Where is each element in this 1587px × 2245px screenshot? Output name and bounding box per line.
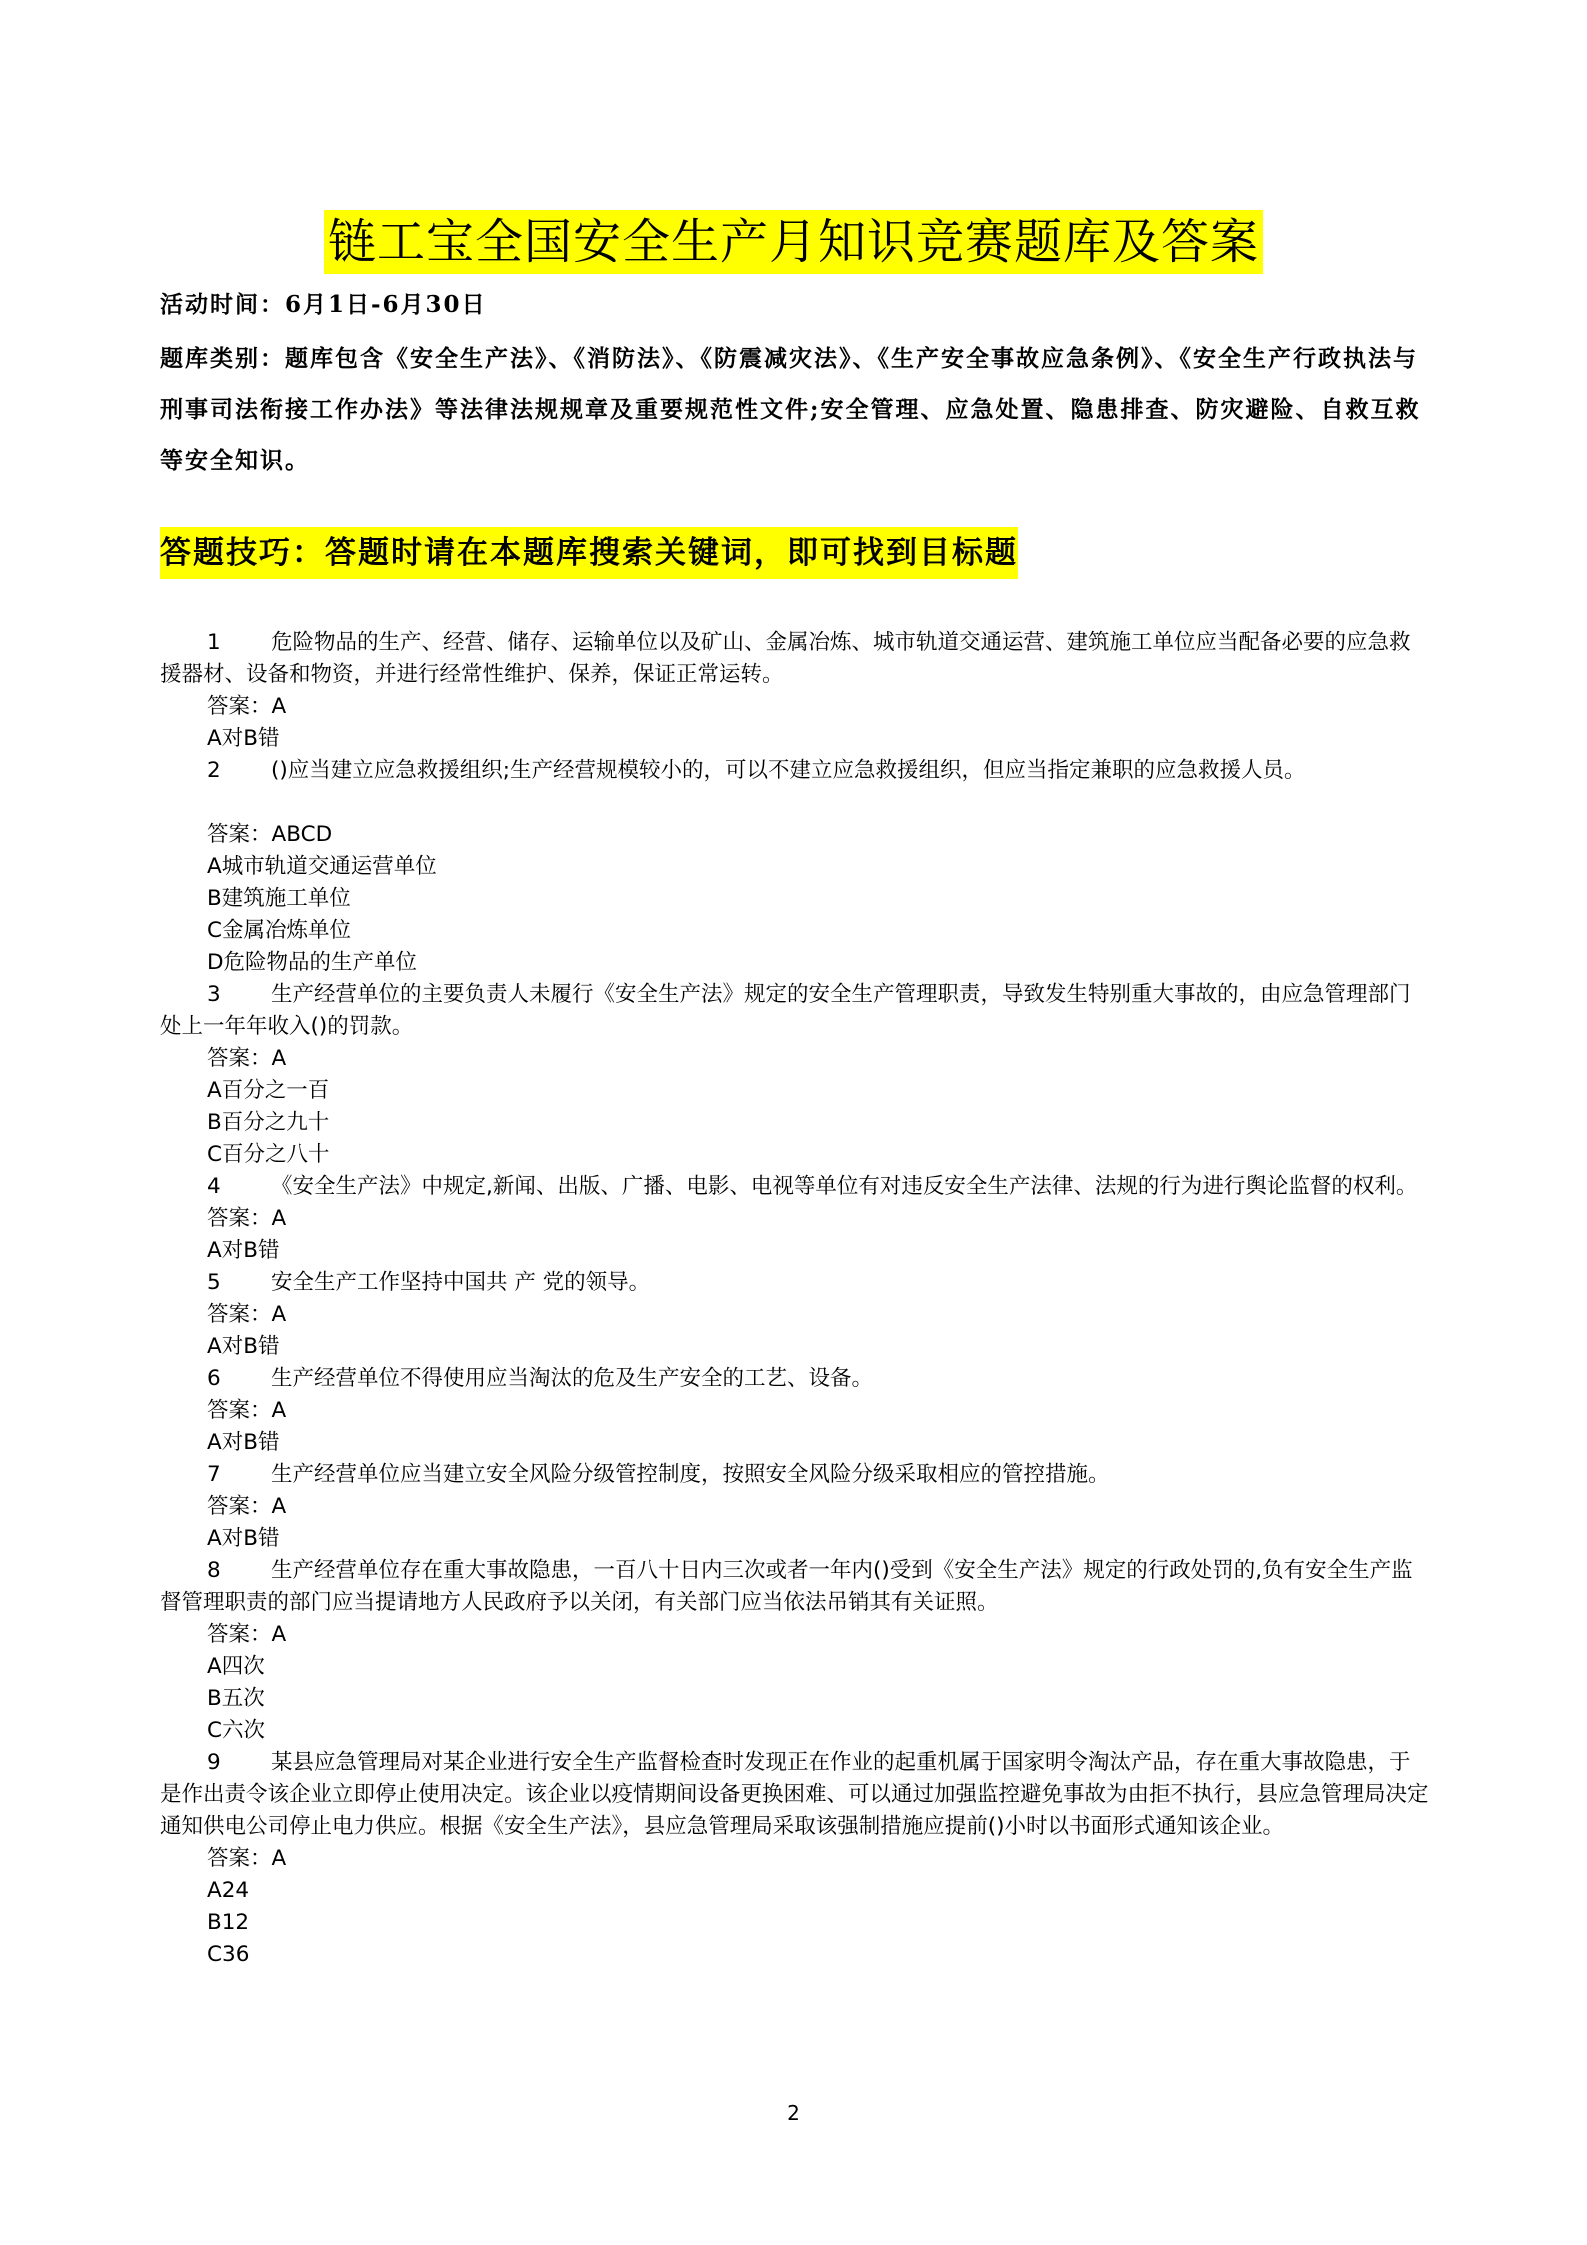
question-item xyxy=(160,1171,1430,1267)
answer-option: A对B错 xyxy=(207,1238,280,1263)
question-answer: 答案：A xyxy=(207,1206,287,1231)
question-bank-category: 题库类别：题库包含《安全生产法》、《消防法》、《防震减灾法》、《生产安全事故应急条例》、《安全生产行政执法与刑事司法衔接工作办法》等法律法规规章及重要规范性文件;安全管理、应急处置、隐患排查、防灾避险、自救互救等安全知识。 xyxy=(160,345,1421,474)
question-list xyxy=(160,627,1430,1971)
answering-tip: 答题技巧：答题时请在本题库搜索关键词，即可找到目标题 xyxy=(160,527,1018,579)
page-number: 2 xyxy=(787,2101,800,2125)
question-item xyxy=(160,1555,1430,1747)
question-body: 生产经营单位的主要负责人未履行《安全生产法》规定的安全生产管理职责，导致发生特别重大事故的，由应急管理部门处上一年年收入()的罚款。 xyxy=(160,982,1411,1039)
question-item xyxy=(160,1747,1430,1971)
question-number: 7 xyxy=(207,1462,221,1487)
question-text xyxy=(160,1747,1430,1843)
question-body: ()应当建立应急救援组织;生产经营规模较小的，可以不建立应急救援组织，但应当指定兼职的应急救援人员。 xyxy=(271,758,1306,783)
question-number: 9 xyxy=(207,1750,221,1775)
question-number: 1 xyxy=(207,630,221,655)
answer-option: A城市轨道交通运营单位 xyxy=(207,854,437,879)
answer-option: A对B错 xyxy=(207,1334,280,1359)
answer-option: B五次 xyxy=(207,1686,265,1711)
question-answer: 答案：ABCD xyxy=(207,822,333,847)
question-body: 生产经营单位应当建立安全风险分级管控制度，按照安全风险分级采取相应的管控措施。 xyxy=(271,1462,1110,1487)
answer-option: A24 xyxy=(207,1878,250,1903)
question-number: 5 xyxy=(207,1270,221,1295)
question-answer: 答案：A xyxy=(207,694,287,719)
question-number: 3 xyxy=(207,982,221,1007)
question-answer: 答案：A xyxy=(207,1494,287,1519)
question-text xyxy=(160,1555,1430,1619)
blank-line xyxy=(160,787,1430,819)
question-item xyxy=(160,1267,1430,1363)
question-answer: 答案：A xyxy=(207,1846,287,1871)
question-text xyxy=(160,627,1430,691)
answer-option: C六次 xyxy=(207,1718,266,1743)
tip-container xyxy=(160,527,1018,579)
question-body: 危险物品的生产、经营、储存、运输单位以及矿山、金属冶炼、城市轨道交通运营、建筑施工单位应当配备必要的应急救援器材、设备和物资，并进行经常性维护、保养，保证正常运转。 xyxy=(160,630,1411,687)
answer-option: C百分之八十 xyxy=(207,1142,330,1167)
question-text xyxy=(160,1267,1430,1299)
answer-option: B建筑施工单位 xyxy=(207,886,351,911)
answer-option: D危险物品的生产单位 xyxy=(207,950,418,975)
question-text xyxy=(160,1171,1430,1203)
question-body: 《安全生产法》中规定,新闻、出版、广播、电影、电视等单位有对违反安全生产法律、法规的行为进行舆论监督的权利。 xyxy=(271,1174,1418,1199)
question-text xyxy=(160,1363,1430,1395)
question-answer: 答案：A xyxy=(207,1398,287,1423)
question-text xyxy=(160,1459,1430,1491)
question-item xyxy=(160,755,1430,979)
answer-option: C金属冶炼单位 xyxy=(207,918,352,943)
question-answer: 答案：A xyxy=(207,1046,287,1071)
question-body: 生产经营单位存在重大事故隐患，一百八十日内三次或者一年内()受到《安全生产法》规定的行政处罚的,负有安全生产监督管理职责的部门应当提请地方人民政府予以关闭，有关部门应当依法吊销其有关证照。 xyxy=(160,1558,1413,1615)
question-body: 某县应急管理局对某企业进行安全生产监督检查时发现正在作业的起重机属于国家明令淘汰产品，存在重大事故隐患，于是作出责令该企业立即停止使用决定。该企业以疫情期间设备更换困难、可以通过加强监控避免事故为由拒不执行，县应急管理局决定通知供电公司停止电力供应。根据《安全生产法》，县应急管理局采取该强制措施应提前()小时以书面形式通知该企业。 xyxy=(160,1750,1429,1839)
question-item xyxy=(160,1363,1430,1459)
question-item xyxy=(160,627,1430,755)
question-number: 4 xyxy=(207,1174,221,1199)
answer-option: A对B错 xyxy=(207,1526,280,1551)
question-text xyxy=(160,979,1430,1043)
question-answer: 答案：A xyxy=(207,1622,287,1647)
answer-option: C36 xyxy=(207,1942,250,1967)
question-answer: 答案：A xyxy=(207,1302,287,1327)
title-container xyxy=(0,210,1587,274)
question-number: 2 xyxy=(207,758,221,783)
question-number: 6 xyxy=(207,1366,221,1391)
answer-option: A百分之一百 xyxy=(207,1078,330,1103)
question-body: 生产经营单位不得使用应当淘汰的危及生产安全的工艺、设备。 xyxy=(271,1366,874,1391)
page-title: 链工宝全国安全生产月知识竞赛题库及答案 xyxy=(324,210,1263,274)
question-number: 8 xyxy=(207,1558,221,1583)
activity-time: 活动时间：6月1日-6月30日 xyxy=(160,291,487,318)
answer-option: A四次 xyxy=(207,1654,265,1679)
answer-option: B12 xyxy=(207,1910,250,1935)
answer-option: A对B错 xyxy=(207,726,280,751)
question-item xyxy=(160,1459,1430,1555)
question-body: 安全生产工作坚持中国共 产 党的领导。 xyxy=(271,1270,651,1295)
question-item xyxy=(160,979,1430,1171)
answer-option: A对B错 xyxy=(207,1430,280,1455)
question-text xyxy=(160,755,1430,787)
answer-option: B百分之九十 xyxy=(207,1110,330,1135)
